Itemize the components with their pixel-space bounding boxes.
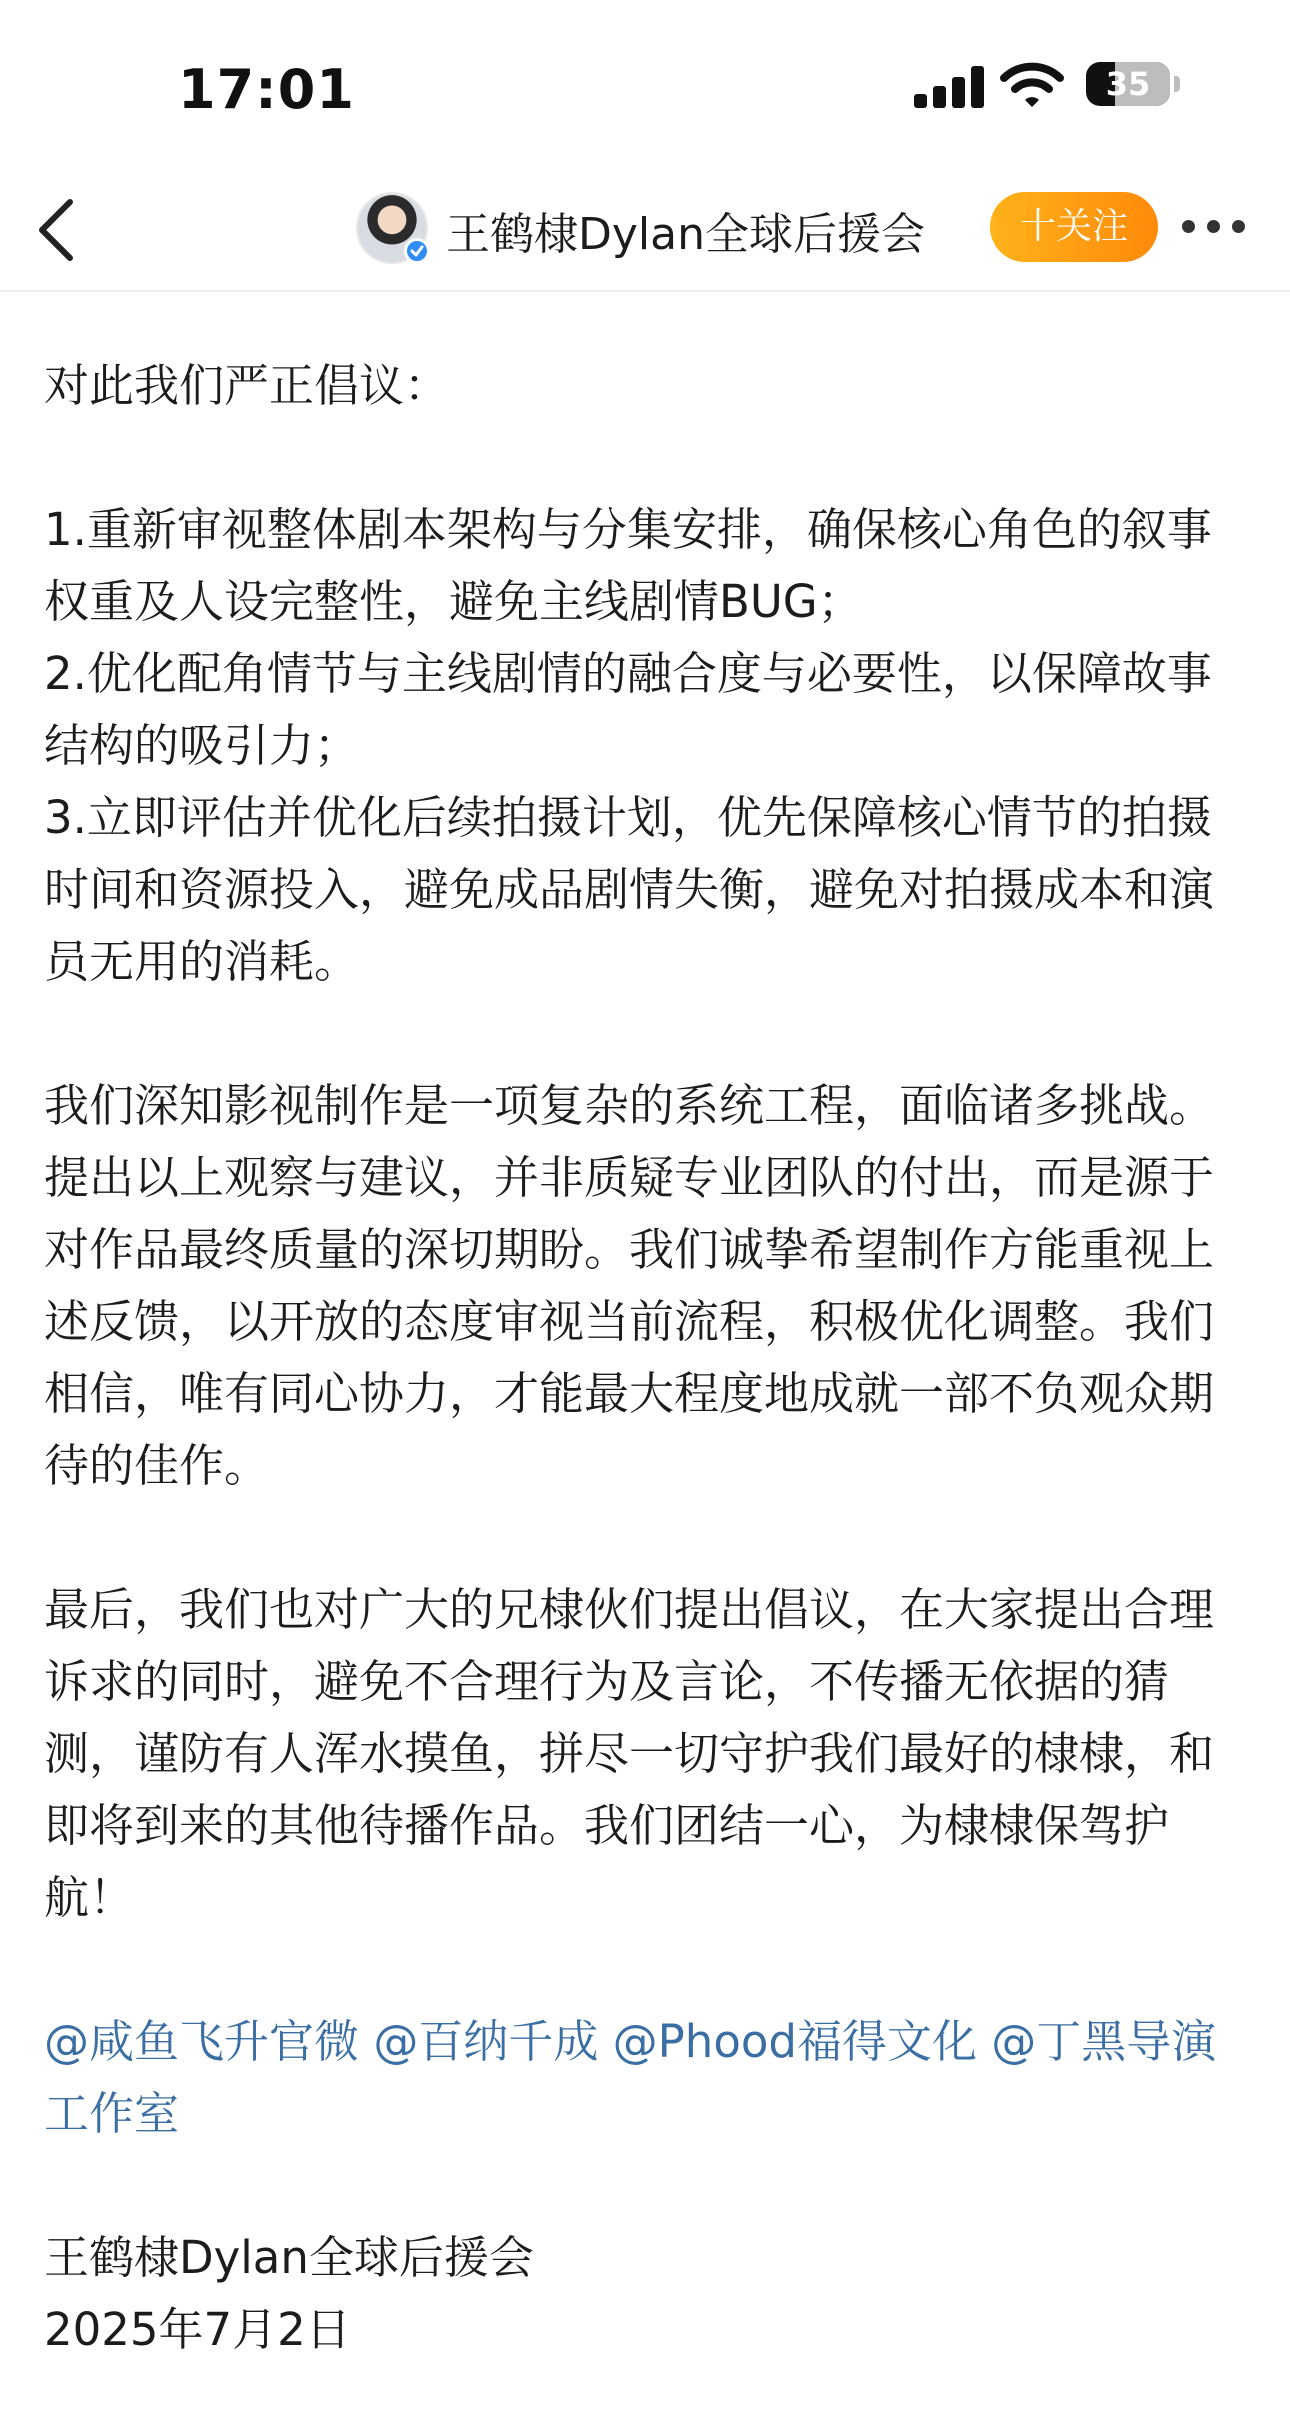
nav-bar xyxy=(0,170,1290,292)
post-paragraph-2: 我们深知影视制作是一项复杂的系统工程，面临诸多挑战。提出以上观察与建议，并非质疑专业团队的付出，而是源于对作品最终质量的深切期盼。我们诚挚希望制作方能重视上述反馈，以开放的态度审视当前流程，积极优化调整。我们相信，唯有同心协力，才能最大程度地成就一部不负观众期待的佳作。 xyxy=(44,1079,1215,1492)
post-intro: 对此我们严正倡议： xyxy=(44,359,450,412)
status-bar xyxy=(0,0,1290,170)
verified-badge-icon xyxy=(404,238,430,264)
battery-tip xyxy=(1174,76,1180,92)
mentions xyxy=(44,2006,1254,2150)
back-button[interactable] xyxy=(30,192,90,268)
cellular-signal-icon xyxy=(914,66,986,108)
follow-button[interactable]: 十关注 xyxy=(990,192,1158,262)
mention-link[interactable]: @百纳千成 xyxy=(373,2015,599,2068)
status-time: 17:01 xyxy=(178,58,355,121)
proposal-item-2: 2.优化配角情节与主线剧情的融合度与必要性，以保障故事结构的吸引力； xyxy=(44,647,1212,772)
mention-link[interactable]: @Phood福得文化 xyxy=(612,2015,977,2068)
proposal-item-3: 3.立即评估并优化后续拍摄计划，优先保障核心情节的拍摄时间和资源投入，避免成品剧情失衡，避免对拍摄成本和演员无用的消耗。 xyxy=(44,791,1215,988)
post-paragraph-3: 最后，我们也对广大的兄棣伙们提出倡议，在大家提出合理诉求的同时，避免不合理行为及言论，不传播无依据的猜测，谨防有人浑水摸鱼，拼尽一切守护我们最好的棣棣，和即将到来的其他待播作品。我们团结一心，为棣棣保驾护航！ xyxy=(44,1583,1215,1924)
battery-percentage: 35 xyxy=(1105,65,1151,103)
post-signature: 王鹤棣Dylan全球后援会 xyxy=(44,2231,534,2284)
post-content xyxy=(44,350,1254,2366)
proposal-item-1: 1.重新审视整体剧本架构与分集安排，确保核心角色的叙事权重及人设完整性，避免主线剧情BUG； xyxy=(44,503,1212,628)
account-name[interactable]: 王鹤棣Dylan全球后援会 xyxy=(446,209,925,260)
more-options-button[interactable] xyxy=(1180,208,1250,248)
wifi-icon xyxy=(1000,60,1064,110)
battery-icon xyxy=(1086,62,1170,106)
mention-link[interactable]: @丁黑导演工作室 xyxy=(44,2015,1217,2140)
post-date: 2025年7月2日 xyxy=(44,2303,351,2356)
mention-link[interactable]: @咸鱼飞升官微 xyxy=(44,2015,360,2068)
chevron-left-icon xyxy=(30,192,90,268)
